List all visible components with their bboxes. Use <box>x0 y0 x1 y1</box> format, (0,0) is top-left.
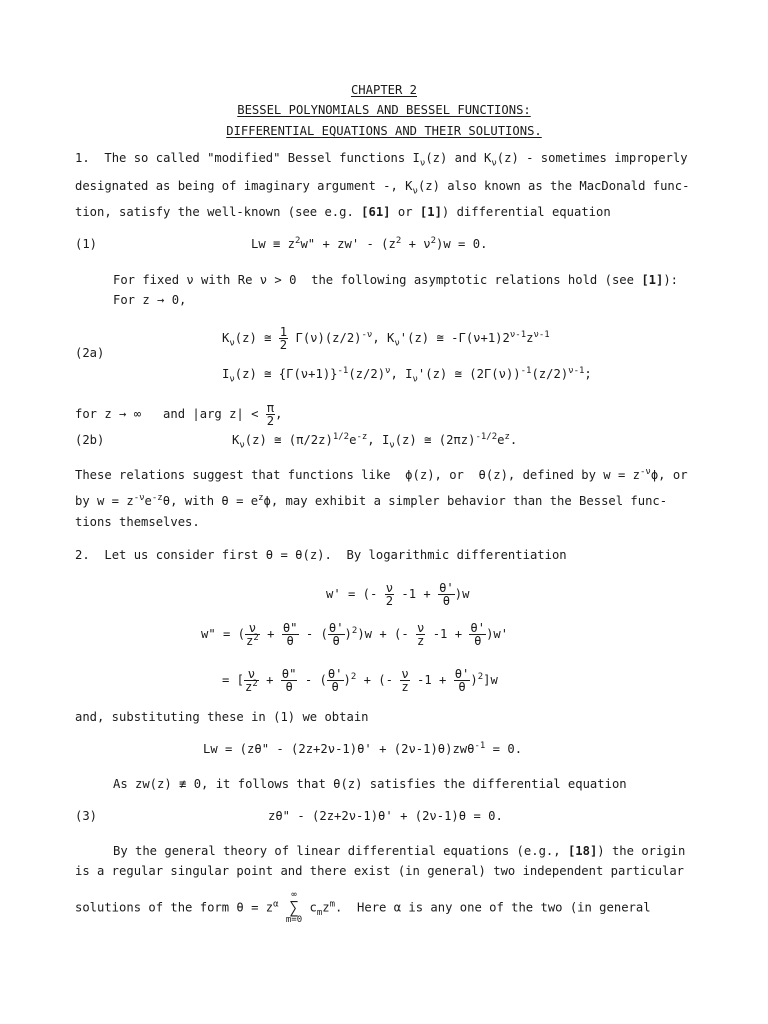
equation-3: zθ" - (2z+2ν-1)θ' + (2ν-1)θ = 0. <box>268 809 503 823</box>
citation-1: [1] <box>641 273 664 287</box>
citation-1: [1] <box>419 205 442 219</box>
paragraph-line: These relations suggest that functions like ϕ(z), or θ(z), defined by $w = z^{-\nu}\phi$, or <box>75 466 688 482</box>
paragraph-line: As zw(z) ≢ 0, it follows that θ(z) satisfies the differential equation <box>113 777 627 791</box>
paragraph-line: 2. Let us consider first θ = θ(z). By logarithmic differentiation <box>75 548 567 562</box>
paragraph-line: tions themselves. <box>75 515 200 529</box>
paragraph-line: For z → 0, <box>113 293 187 307</box>
paragraph-line: is a regular singular point and there exist (in general) two independent particular <box>75 864 685 878</box>
equation-label: (3) <box>75 809 98 823</box>
equation-2a-i: $I_\nu(z)$ ≅ $\{\Gamma(\nu+1)\}^{-1}(z/2)^\nu$, $I_\nu'(z)$ ≅ $(2\Gamma(\nu))^{-1}(z/2)^{\nu-1}$; <box>222 365 592 385</box>
equation-2a-k: $K_\nu(z)$ ≅ $\frac{1}{2}$ $\Gamma(\nu)(z/2)^{-\nu}$, $K_\nu'(z)$ ≅ $-\Gamma(\nu+1)2^{\nu-1}z^{\nu-1}$ <box>222 325 550 353</box>
citation-61: [61] <box>361 205 391 219</box>
paragraph-line: designated as being of imaginary argument -, $K_\nu(z)$ also known as the MacDonald func- <box>75 179 690 197</box>
equation-w-double-prime-expanded: = [ $\frac{\nu}{z^2}$ + $\frac{\theta"}{\theta}$ - ( $\frac{\theta'}{\theta}$ )$^2$ + (- $\frac{\nu}{z}$ -1 + $\frac{\theta'}{\theta}$ )$^2$]w <box>222 667 498 695</box>
equation-label: (2b) <box>75 433 105 447</box>
equation-lw: Lw = (zθ" - (2z+2ν-1)θ' + (2ν-1)θ)zwθ$^{-1}$ = 0. <box>203 740 523 756</box>
equation-label: (2a) <box>75 346 105 360</box>
paragraph-line: tion, satisfy the well-known (see e.g. [61] or [1]) differential equation <box>75 205 611 219</box>
equation-w-double-prime: w" = ( $\frac{\nu}{z^2}$ + $\frac{\theta"}{\theta}$ - ( $\frac{\theta'}{\theta}$ )$^2$)w + (- $\frac{\nu}{z}$ -1 + $\frac{\theta'}{\theta}$ )w' <box>201 621 509 649</box>
chapter-title-line2: DIFFERENTIAL EQUATIONS AND THEIR SOLUTIONS. <box>226 124 542 138</box>
equation-1: $Lw \equiv z^2w$" + $zw' - (z^2 + \nu^2)w = 0$. <box>251 235 488 251</box>
paragraph-line: By the general theory of linear differential equations (e.g., [18]) the origin <box>113 844 686 858</box>
equation-w-prime: w' = (- $\frac{\nu}{2}$ -1 + $\frac{\theta'}{\theta}$ )w <box>326 581 470 609</box>
summation-symbol: ∞ ∑ m=0 <box>285 890 303 925</box>
paragraph-line: and, substituting these in (1) we obtain <box>75 710 369 724</box>
paragraph-line: for z → ∞ and |arg z| < $\frac{\pi}{2}$ , <box>75 401 283 429</box>
paragraph-line: 1. The so called "modified" Bessel functions $I_\nu(z)$ and $K_\nu(z)$ - sometimes improperly <box>75 151 688 169</box>
chapter-title-line1: BESSEL POLYNOMIALS AND BESSEL FUNCTIONS: <box>237 103 531 117</box>
paragraph-line: For fixed ν with Re ν > 0 the following asymptotic relations hold (see [1]): <box>113 273 679 287</box>
equation-2b: $K_\nu(z)$ ≅ $(\pi/2z)^{1/2}e^{-z}$, $I_\nu(z)$ ≅ $(2\pi z)^{-1/2}e^z$. <box>232 431 518 451</box>
chapter-heading: CHAPTER 2 <box>350 83 418 97</box>
citation-18: [18] <box>567 844 598 858</box>
equation-label: (1) <box>75 237 98 251</box>
paragraph-line: by $w = z^{-\nu}e^{-z}\theta$, with $\theta = e^z\phi$, may exhibit a simpler behavior than the Bessel func- <box>75 492 668 508</box>
paragraph-line: solutions of the form $\theta = z^\alpha$ ∞ ∑ m=0 $c_mz^m$. Here α is any one of the two (in general <box>75 890 651 925</box>
